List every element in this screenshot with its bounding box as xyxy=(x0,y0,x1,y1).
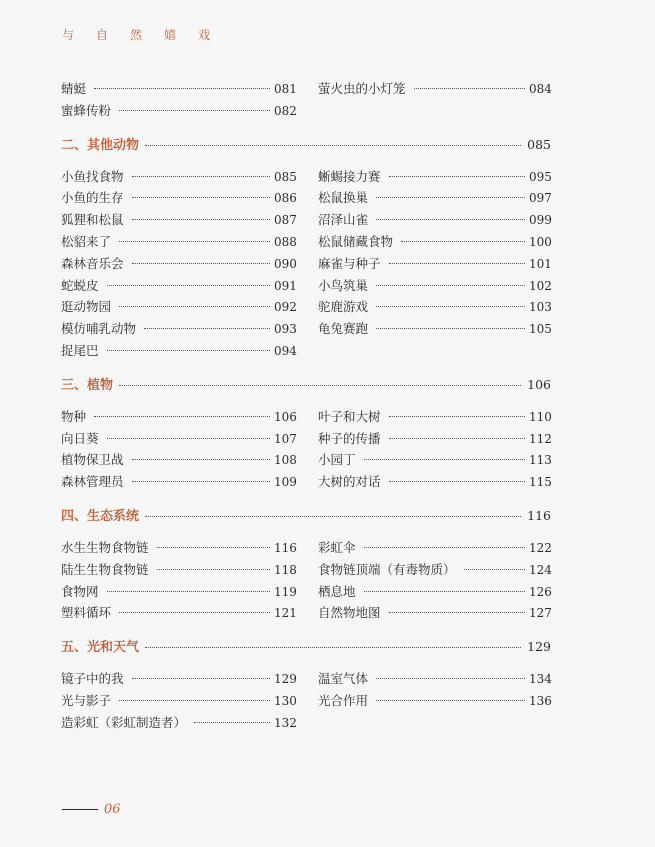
dot-leader xyxy=(119,385,521,386)
dot-leader xyxy=(464,569,525,570)
dot-leader xyxy=(94,88,270,89)
entry-title: 水生生物食物链 xyxy=(61,539,149,555)
dot-leader xyxy=(389,263,525,264)
entry-page-number: 115 xyxy=(529,475,552,490)
entry-page-number: 112 xyxy=(529,431,552,446)
entry-title: 沼泽山雀 xyxy=(318,212,369,228)
left-column xyxy=(61,406,296,493)
dot-leader xyxy=(132,219,270,220)
running-head-char: 然 xyxy=(130,28,143,42)
entry-page-number: 101 xyxy=(529,256,552,271)
toc-entry[interactable] xyxy=(61,275,296,297)
dot-leader xyxy=(107,350,270,351)
toc-entry[interactable] xyxy=(318,231,551,253)
toc-entry[interactable] xyxy=(318,187,551,209)
entry-page-number: 129 xyxy=(274,672,297,687)
dot-leader xyxy=(389,438,525,439)
toc-entry[interactable] xyxy=(318,471,551,493)
dot-leader xyxy=(389,481,525,482)
dot-leader xyxy=(376,197,525,198)
toc-entry[interactable] xyxy=(61,712,296,734)
entry-title: 向日葵 xyxy=(61,430,99,446)
entry-title: 捉尾巴 xyxy=(61,342,99,358)
toc-entry[interactable] xyxy=(318,602,551,624)
entry-grid xyxy=(61,406,551,493)
toc-entry[interactable] xyxy=(318,559,551,581)
section-page-number: 106 xyxy=(527,376,551,392)
entry-page-number: 130 xyxy=(274,693,297,708)
entry-title: 大树的对话 xyxy=(318,474,381,490)
entry-title: 萤火虫的小灯笼 xyxy=(318,81,406,96)
toc-entry[interactable] xyxy=(61,318,296,340)
dot-leader xyxy=(157,569,270,570)
dot-leader xyxy=(389,176,525,177)
entry-page-number: 122 xyxy=(529,540,552,555)
toc-entry[interactable] xyxy=(61,78,296,100)
toc-entry[interactable] xyxy=(318,253,551,275)
entry-title: 温室气体 xyxy=(318,671,369,687)
dot-leader xyxy=(145,647,521,648)
entry-title: 光与影子 xyxy=(61,692,112,708)
entry-title: 小园丁 xyxy=(318,452,356,468)
entry-grid xyxy=(61,78,551,122)
toc-entry[interactable] xyxy=(318,318,551,340)
entry-page-number: 110 xyxy=(529,409,552,424)
entry-title: 逛动物园 xyxy=(61,299,112,315)
entry-title: 植物保卫战 xyxy=(61,452,124,468)
toc-entry[interactable] xyxy=(61,166,296,188)
entry-title: 叶子和大树 xyxy=(318,408,381,424)
entry-page-number: 127 xyxy=(529,606,552,621)
entry-title: 镜子中的我 xyxy=(61,671,124,687)
entry-page-number: 082 xyxy=(274,103,297,118)
section-page-number: 085 xyxy=(527,136,551,152)
toc-entry[interactable] xyxy=(318,275,551,297)
page-footer xyxy=(62,802,121,817)
entry-page-number: 109 xyxy=(274,475,297,490)
section-heading[interactable] xyxy=(61,636,551,658)
dot-leader xyxy=(376,700,525,701)
dot-leader xyxy=(376,285,525,286)
section-title: 四、生态系统 xyxy=(61,508,140,524)
toc-entry[interactable] xyxy=(318,668,551,690)
entry-page-number: 092 xyxy=(274,300,297,315)
dot-leader xyxy=(389,416,525,417)
toc-entry[interactable] xyxy=(61,340,296,362)
entry-page-number: 107 xyxy=(274,431,297,446)
entry-grid xyxy=(61,668,551,733)
entry-title: 森林管理员 xyxy=(61,474,124,490)
right-column xyxy=(318,668,551,733)
dot-leader xyxy=(376,306,525,307)
entry-page-number: 108 xyxy=(274,453,297,468)
running-head-char: 嬉 xyxy=(164,28,177,42)
left-column xyxy=(61,668,296,733)
entry-page-number: 086 xyxy=(274,191,297,206)
entry-title: 小鱼的生存 xyxy=(61,190,124,206)
entry-title: 松貂来了 xyxy=(61,233,112,249)
entry-title: 狐狸和松鼠 xyxy=(61,212,124,228)
dot-leader xyxy=(132,176,270,177)
entry-title: 造彩虹（彩虹制造者） xyxy=(61,714,187,730)
dot-leader xyxy=(132,459,270,460)
dot-leader xyxy=(107,438,270,439)
entry-title: 食物网 xyxy=(61,583,99,599)
toc-entry[interactable] xyxy=(61,209,296,231)
section-title: 二、其他动物 xyxy=(61,137,140,153)
dot-leader xyxy=(401,241,525,242)
toc-entry[interactable] xyxy=(61,471,296,493)
entry-page-number: 106 xyxy=(274,409,297,424)
page-number: 06 xyxy=(104,802,121,817)
toc-entry[interactable] xyxy=(61,100,296,122)
dot-leader xyxy=(144,328,270,329)
entry-title: 松鼠储藏食物 xyxy=(318,233,394,249)
entry-title: 食物链顶端（有毒物质） xyxy=(318,561,456,577)
toc-entry[interactable] xyxy=(61,253,296,275)
entry-title: 松鼠换巢 xyxy=(318,190,369,206)
entry-page-number: 081 xyxy=(274,82,297,96)
entry-title: 小鸟筑巢 xyxy=(318,277,369,293)
entry-page-number: 093 xyxy=(274,322,297,337)
right-column xyxy=(318,166,551,362)
toc-entry[interactable] xyxy=(61,296,296,318)
toc-entry[interactable] xyxy=(318,78,551,100)
entry-title: 森林音乐会 xyxy=(61,255,124,271)
right-column xyxy=(318,537,551,624)
entry-page-number: 126 xyxy=(529,584,552,599)
entry-title: 蜜蜂传粉 xyxy=(61,102,112,118)
dot-leader xyxy=(376,219,525,220)
right-column xyxy=(318,78,551,122)
dot-leader xyxy=(157,547,270,548)
entry-page-number: 105 xyxy=(529,322,552,337)
entry-grid xyxy=(61,537,551,624)
dot-leader xyxy=(119,241,270,242)
left-column xyxy=(61,537,296,624)
toc-entry[interactable] xyxy=(61,668,296,690)
entry-page-number: 124 xyxy=(529,562,552,577)
entry-page-number: 087 xyxy=(274,213,297,228)
dot-leader xyxy=(414,88,525,89)
dot-leader xyxy=(132,263,270,264)
dot-leader xyxy=(119,612,270,613)
entry-page-number: 099 xyxy=(529,213,552,228)
section-title: 三、植物 xyxy=(61,377,114,393)
toc-entry[interactable] xyxy=(318,690,551,712)
section-heading[interactable] xyxy=(61,505,551,527)
dot-leader xyxy=(376,328,525,329)
entry-page-number: 088 xyxy=(274,234,297,249)
entry-title: 塑料循环 xyxy=(61,605,112,621)
dot-leader xyxy=(364,459,525,460)
entry-page-number: 097 xyxy=(529,191,552,206)
entry-page-number: 118 xyxy=(274,562,297,577)
dot-leader xyxy=(107,591,270,592)
dot-leader xyxy=(107,285,270,286)
entry-page-number: 090 xyxy=(274,256,297,271)
entry-title: 光合作用 xyxy=(318,692,369,708)
dot-leader xyxy=(132,197,270,198)
table-of-contents xyxy=(61,78,551,746)
entry-title: 小鱼找食物 xyxy=(61,168,124,184)
entry-title: 蜥蜴接力赛 xyxy=(318,168,381,184)
dot-leader xyxy=(364,547,525,548)
left-column xyxy=(61,78,296,122)
toc-entry[interactable] xyxy=(61,187,296,209)
toc-entry[interactable] xyxy=(318,296,551,318)
entry-page-number: 102 xyxy=(529,278,552,293)
entry-page-number: 121 xyxy=(274,606,297,621)
entry-title: 彩虹伞 xyxy=(318,539,356,555)
toc-entry[interactable] xyxy=(318,537,551,559)
entry-page-number: 119 xyxy=(274,584,297,599)
section-heading[interactable] xyxy=(61,134,551,156)
left-column xyxy=(61,166,296,362)
entry-page-number: 084 xyxy=(529,82,552,96)
toc-entry[interactable] xyxy=(61,690,296,712)
toc-entry[interactable] xyxy=(318,209,551,231)
dot-leader xyxy=(145,145,521,146)
entry-title: 麻雀与种子 xyxy=(318,255,381,271)
entry-title: 龟兔赛跑 xyxy=(318,321,369,337)
dot-leader xyxy=(119,306,270,307)
dot-leader xyxy=(119,700,270,701)
entry-page-number: 136 xyxy=(529,693,552,708)
dot-leader xyxy=(194,722,270,723)
toc-entry[interactable] xyxy=(61,559,296,581)
running-head-char: 与 xyxy=(62,28,75,42)
entry-title: 物种 xyxy=(61,408,87,424)
dot-leader xyxy=(389,612,525,613)
toc-entry[interactable] xyxy=(318,166,551,188)
entry-page-number: 095 xyxy=(529,169,552,184)
toc-entry[interactable] xyxy=(61,231,296,253)
entry-page-number: 134 xyxy=(529,672,552,687)
running-head-char: 自 xyxy=(96,28,109,42)
toc-entry[interactable] xyxy=(61,406,296,428)
dot-leader xyxy=(364,591,525,592)
entry-title: 陆生生物食物链 xyxy=(61,561,149,577)
entry-page-number: 094 xyxy=(274,343,297,358)
entry-title: 驼鹿游戏 xyxy=(318,299,369,315)
dot-leader xyxy=(145,516,521,517)
toc-entry[interactable] xyxy=(61,428,296,450)
dot-leader xyxy=(94,416,270,417)
entry-title: 模仿哺乳动物 xyxy=(61,321,137,337)
toc-entry[interactable] xyxy=(61,602,296,624)
right-column xyxy=(318,406,551,493)
running-head-char: 戏 xyxy=(198,28,211,42)
dot-leader xyxy=(132,678,270,679)
section-title: 五、光和天气 xyxy=(61,640,140,656)
dot-leader xyxy=(132,481,270,482)
entry-page-number: 132 xyxy=(274,715,297,730)
section-page-number: 116 xyxy=(527,507,551,523)
section-heading[interactable] xyxy=(61,374,551,396)
running-head xyxy=(62,26,210,43)
entry-title: 自然物地图 xyxy=(318,605,381,621)
toc-entry[interactable] xyxy=(318,406,551,428)
toc-entry[interactable] xyxy=(318,428,551,450)
entry-page-number: 100 xyxy=(529,234,552,249)
footer-rule xyxy=(62,809,98,811)
entry-page-number: 116 xyxy=(274,540,297,555)
toc-entry[interactable] xyxy=(61,581,296,603)
entry-page-number: 103 xyxy=(529,300,552,315)
toc-entry[interactable] xyxy=(61,449,296,471)
entry-title: 栖息地 xyxy=(318,583,356,599)
entry-page-number: 085 xyxy=(274,169,297,184)
entry-title: 种子的传播 xyxy=(318,430,381,446)
section-page-number: 129 xyxy=(527,639,551,655)
dot-leader xyxy=(119,110,270,111)
toc-entry[interactable] xyxy=(61,537,296,559)
dot-leader xyxy=(376,678,525,679)
entry-page-number: 113 xyxy=(529,453,552,468)
toc-entry[interactable] xyxy=(318,449,551,471)
entry-title: 蛇蜕皮 xyxy=(61,277,99,293)
entry-grid xyxy=(61,166,551,362)
toc-entry[interactable] xyxy=(318,581,551,603)
entry-title: 蜻蜓 xyxy=(61,81,87,96)
entry-page-number: 091 xyxy=(274,278,297,293)
